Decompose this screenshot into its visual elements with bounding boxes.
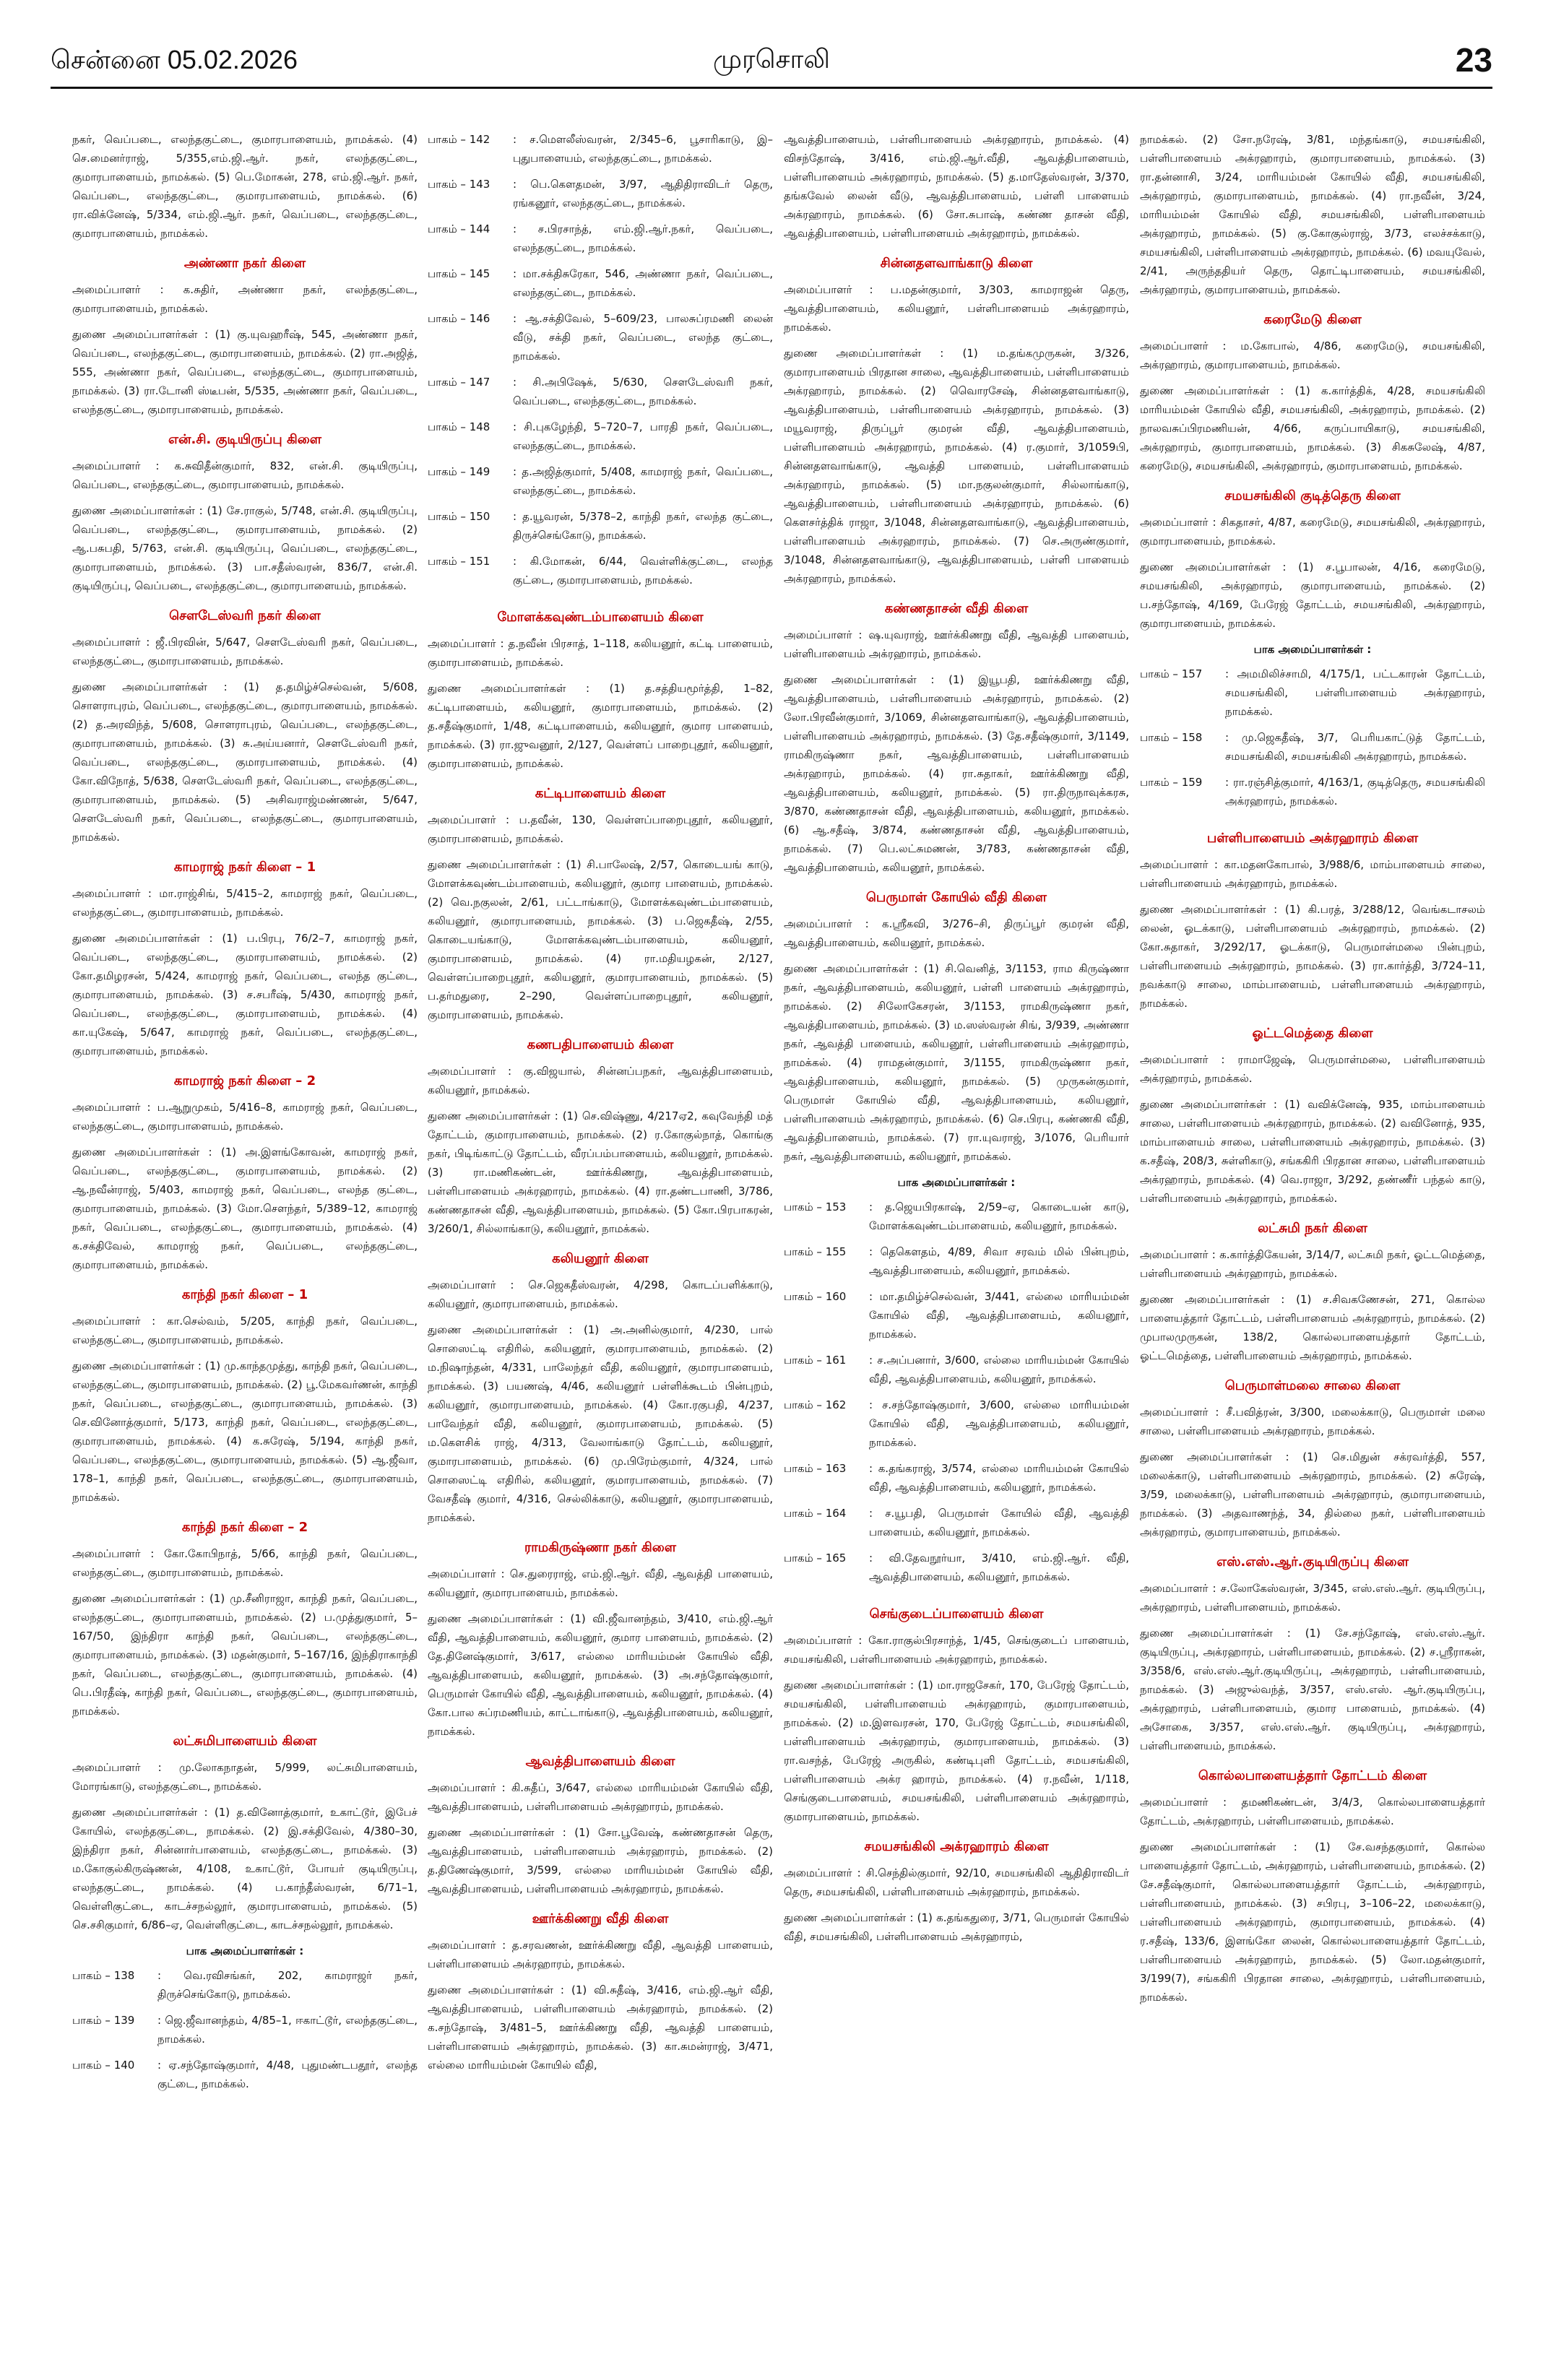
table-row xyxy=(428,220,773,264)
table-row xyxy=(784,1351,1129,1395)
branch-heading: காந்தி நகர் கிளை – 2 xyxy=(181,1520,308,1535)
part-organizer: : ரா.ரஞ்சித்குமார், 4/163/1, குடித்தெரு, சமயசங்கிலி அக்ரஹாரம், நாமக்கல். xyxy=(1225,776,1485,808)
part-number: பாகம் – 161 xyxy=(784,1354,847,1367)
organizer: அமைப்பாளர் : தமணிகண்டன், 3/4/3, கொல்லபாளையத்தார் தோட்டம், அக்ரஹாரம், பள்ளிபாளையம், நாமக்கல். xyxy=(1140,1796,1485,1827)
part-number: பாகம் – 140 xyxy=(72,2059,135,2072)
part-number: பாகம் – 139 xyxy=(72,2014,135,2027)
part-number: பாகம் – 157 xyxy=(1140,667,1203,680)
deputy-organizers: துணை அமைப்பாளர்கள் : (1) சே.சந்தோஷ், எஸ்.எஸ்.ஆர். குடியிருப்பு, அக்ரஹாரம், பள்ளிபாளையம், நாமக்கல். (2) ச.ஸ்ரீராகன், 3/358/6, எஸ்.எஸ்.ஆர்.குடியிருப்பு, அக்ரஹாரம், பள்ளிபாளையம், நாமக்கல். (3) அஜுல்வந்த், 3/357, எஸ்.எஸ். ஆர்.குடியிருப்பு, அக்ரஹாரம், பள்ளிபாளையம், குமார பாளையம், நாமக்கல். (4) அசோகை, 3/357, எஸ்.எஸ்.ஆர். குடியிருப்பு, அக்ரஹாரம், பள்ளிபாளையம், நாமக்கல். xyxy=(1140,1627,1485,1752)
part-organizer: : த.ஜெயபிரகாஷ், 2/59–ஏ, கொடையன் காடு, மோளக்கவுண்டம்பாளையம், கலியனூர், நாமக்கல். xyxy=(869,1200,1129,1232)
part-number: பாகம் – 143 xyxy=(428,178,490,191)
organizer: அமைப்பாளர் : சிகதாசர், 4/87, கரைமேடு, சமயசங்கிலி, அக்ரஹாரம், குமாரபாளையம், நாமக்கல். xyxy=(1140,516,1485,548)
part-number: பாகம் – 158 xyxy=(1140,731,1203,744)
deputy-organizers: துணை அமைப்பாளர்கள் : (1) த.சத்தியமூர்த்தி, 1–82, கட்டிபாளையம், கலியனூர், குமாரபாளையம், நாமக்கல். (2) த.சதீஷ்குமார், 1/48, கட்டிபாளையம், கலியனூர், குமார பாளையம், நாமக்கல். (3) ரா.ஜுவனூர், 2/127, வெள்ளப் பாறைபுதூர், கலியனூர், குமாரபாளையம், நாமக்கல். xyxy=(428,682,773,770)
part-number: பாகம் – 147 xyxy=(428,376,490,389)
part-organizers-table xyxy=(72,1966,418,2100)
deputy-organizers: துணை அமைப்பாளர்கள் : (1) சி.பாலேஷ், 2/57, கொடையங் காடு, மோளக்கவுண்டம்பாளையம், கலியனூர், குமார பாளையம், நாமக்கல். (2) வெ.நகுலன், 2/61, பட்டாங்காடு, மோளக்கவுண்டம்பாளையம், கலியனூர், குமாரபாளையம், நாமக்கல். (3) ப.ஜெகதீஷ், 2/55, கொடையங்காடு, மோளக்கவுண்டம்பாளையம், கலியனூர், குமாரபாளையம், நாமக்கல். (4) ரா.மதியழகன், 2/127, வெள்ளப்பாறைபுதூர், கலியனூர், குமாரபாளையம், நாமக்கல். (5) ப.தர்மதுரை, 2–290, வெள்ளப்பாறைபுதூர், கலியனூர், குமாரபாளையம், நாமக்கல். xyxy=(428,858,773,1021)
branch-heading: சமயசங்கிலி அக்ரஹாரம் கிளை xyxy=(864,1839,1049,1854)
branch-heading: கரைமேடு கிளை xyxy=(1263,312,1362,327)
part-organizer: : மா.சக்திசுரேகா, 546, அண்ணா நகர், வெப்படை, எலந்தகுட்டை, நாமக்கல். xyxy=(513,267,773,299)
part-number: பாகம் – 153 xyxy=(784,1200,847,1213)
part-number: பாகம் – 149 xyxy=(428,465,490,478)
table-row xyxy=(1140,773,1485,818)
part-organizers-table xyxy=(784,1198,1129,1593)
table-row xyxy=(784,1549,1129,1593)
deputy-organizers: துணை அமைப்பாளர்கள் : (1) செ.மிதுன் சக்ரவர்த்தி, 557, மலைக்காடு, பள்ளிபாளையம் அக்ரஹாரம், நாமக்கல். (2) சுரேஷ், 3/59, மலைக்காடு, பள்ளிபாளையம் அக்ரஹாரம், குமாரபாளையம், நாமக்கல். (3) அதவாணந்த், 34, தில்லை நகர், பள்ளிபாளையம் அக்ரஹாரம், குமாரபாளையம், நாமக்கல். xyxy=(1140,1450,1485,1539)
organizer: அமைப்பாளர் : ப.மதன்குமார், 3/303, காமராஜன் தெரு, ஆவத்திபாளையம், கலியனூர், பள்ளிபாளையம் அக்ரஹாரம், நாமக்கல். xyxy=(784,283,1129,334)
continued-text: நகர், வெப்படை, எலந்தகுட்டை, குமாரபாளையம், நாமக்கல். (4) செ.மைனர்ராஜ், 5/355,எம்.ஜி.ஆர். நகர், எலந்தகுட்டை, குமாரபாளையம், நாமக்கல். (5) பெ.மோகன், 278, எம்.ஜி.ஆர். நகர், வெப்படை, எலந்தகுட்டை, குமாரபாளையம், நாமக்கல். (6) ரா.விக்னேஷ், 5/334, எம்.ஜி.ஆர். நகர், வெப்படை, எலந்தகுட்டை, குமாரபாளையம், நாமக்கல். xyxy=(72,133,418,240)
header-rule xyxy=(51,87,1492,89)
organizer: அமைப்பாளர் : கா.மதனகோபால், 3/988/6, மாம்பாளையம் சாலை, பள்ளிபாளையம் அக்ரஹாரம், நாமக்கல். xyxy=(1140,858,1485,890)
part-organizers-heading: பாக அமைப்பாளர்கள் : xyxy=(1253,643,1372,656)
table-row xyxy=(428,552,773,597)
branch-heading: கலியனூர் கிளை xyxy=(552,1251,649,1266)
branch-heading: என்.சி. குடியிருப்பு கிளை xyxy=(168,432,321,447)
table-row xyxy=(428,130,773,175)
branch-heading: லட்சுமி நகர் கிளை xyxy=(1258,1221,1367,1236)
organizer: அமைப்பாளர் : ம.கோபால், 4/86, கரைமேடு, சமயசங்கிலி, அக்ரஹாரம், குமாரபாளையம், நாமக்கல். xyxy=(1140,339,1485,371)
part-number: பாகம் – 155 xyxy=(784,1245,847,1258)
part-number: பாகம் – 163 xyxy=(784,1462,847,1475)
organizer: அமைப்பாளர் : கி.சுதீப், 3/647, எல்லை மாரியம்மன் கோயில் வீதி, ஆவத்திபாளையம், பள்ளிபாளையம் அக்ரஹாரம், நாமக்கல். xyxy=(428,1781,773,1813)
branch-heading: ராமகிருஷ்ணா நகர் கிளை xyxy=(524,1540,677,1555)
table-row xyxy=(784,1504,1129,1549)
branch-heading: ஆவத்திபாளையம் கிளை xyxy=(525,1754,675,1769)
deputy-organizers: துணை அமைப்பாளர்கள் : (1) அ.அனில்குமார், 4/230, பால் சொஸைட்டி எதிரில், கலியனூர், குமாரபாளையம், நாமக்கல். (2) ம.நிஷாந்தன், 4/331, பாலேந்தர் வீதி, கலியனூர், குமாரபாளையம், நாமக்கல். (3) பயணஷ், 4/46, கலியனூர் பள்ளிக்கூடம் பின்புறம், கலியனூர், குமாரபாளையம், நாமக்கல். (4) கோ.ரகுபதி, 4/237, பாவேந்தர் வீதி, கலியனூர், குமாரபாளையம், நாமக்கல். (5) ம.கௌசிக் ராஜ், 4/313, வேலாங்காடு தோட்டம், கலியனூர், குமாரபாளையம், நாமக்கல். (6) மு.பிரேம்குமார், 4/324, பால் சொஸைட்டி எதிரில், கலியனூர், குமாரபாளையம், நாமக்கல். (7) வேசதீஷ் குமார், 4/316, செல்லிக்காடு, கலியனூர், குமாரபாளையம், நாமக்கல். xyxy=(428,1323,773,1524)
column-3 xyxy=(784,130,1129,1953)
deputy-organizers: துணை அமைப்பாளர்கள் : (1) இயூபதி, ஊர்க்கிணறு வீதி, ஆவத்திபாளையம், பள்ளிபாளையம் அக்ரஹாரம், நாமக்கல். (2) லோ.பிரவீன்குமார், 3/1069, சின்னதளவாங்காடு, ஆவத்திபாளையம், பள்ளிபாளையம் அக்ரஹாரம், நாமக்கல். (3) தே.சதீஷ்குமார், 3/1149, ராமகிருஷ்ணா நகர், ஆவத்திபாளையம், பள்ளிபாளையம் அக்ரஹாரம், நாமக்கல். (4) ரா.சுதாகர், ஊர்க்கிணறு வீதி, ஆவத்திபாளையம், கலியனூர், நாமக்கல். (5) ரா.திருநாவுக்கரசு, 3/870, கண்ணதாசன் வீதி, ஆவத்திபாளையம், கலியனூர், நாமக்கல். (6) ஆ.சதீஷ், 3/874, கண்ணதாசன் வீதி, ஆவத்திபாளையம், நாமக்கல். (7) பெ.லட்சுமணன், 3/783, கண்ணதாசன் வீதி, ஆவத்திபாளையம், கலியனூர், நாமக்கல். xyxy=(784,673,1129,874)
organizer: அமைப்பாளர் : ஷ.யுவராஜ், ஊர்க்கிணறு வீதி, ஆவத்தி பாளையம், பள்ளிபாளையம் அக்ரஹாரம், நாமக்கல். xyxy=(784,628,1129,660)
organizer: அமைப்பாளர் : சி.செந்தில்குமார், 92/10, சமயசங்கிலி ஆதிதிராவிடர் தெரு, சமயசங்கிலி, பள்ளிபாளையம் அக்ரஹாரம், நாமக்கல். xyxy=(784,1866,1129,1898)
deputy-organizers: துணை அமைப்பாளர்கள் : (1) சே.ராகுல், 5/748, என்.சி. குடியிருப்பு, வெப்படை, எலந்தகுட்டை, குமாரபாளையம், நாமக்கல். (2) ஆ.பசுபதி, 5/763, என்.சி. குடியிருப்பு, வெப்படை, எலந்தகுட்டை, குமாரபாளையம், நாமக்கல். (3) பா.சதீஸ்வரன், 836/7, என்.சி. குடியிருப்பு, வெப்படை, எலந்தகுட்டை, குமாரபாளையம், நாமக்கல். xyxy=(72,504,418,592)
deputy-organizers: துணை அமைப்பாளர்கள் : (1) க.தங்கதுரை, 3/71, பெருமாள் கோயில் வீதி, சமயசங்கிலி, பள்ளிபாளையம் அக்ரஹாரம், xyxy=(784,1911,1129,1943)
continued-text: நாமக்கல். (2) சோ.நரேஷ், 3/81, மந்தங்காடு, சமயசங்கிலி, பள்ளிபாளையம் அக்ரஹாரம், குமாரபாளையம், நாமக்கல். (3) ரா.தன்னாசி, 3/24, மாரியம்மன் கோயில் வீதி, சமயசங்கிலி, அக்ரஹாரம், குமாரபாளையம், நாமக்கல். (4) ரா.நவீன், 3/24, மாரியம்மன் கோயில் வீதி, சமயசங்கிலி, பள்ளிபாளையம் அக்ரஹாரம், நாமக்கல். (5) கு.கோகுல்ராஜ், 3/73, எலச்சக்காடு, சமயசங்கிலி, பள்ளிபாளையம் அக்ரஹாரம், நாமக்கல். (6) மவயுவேல், 2/41, அருந்ததியர் தெரு, தொட்டிபாளையம், சமயசங்கிலி, அக்ரஹாரம், குமாரபாளையம், நாமக்கல். xyxy=(1140,133,1485,296)
deputy-organizers: துணை அமைப்பாளர்கள் : (1) வி.ஜீவானந்தம், 3/410, எம்.ஜி.ஆர் வீதி, ஆவத்திபாளையம், கலியனூர், குமார பாளையம், நாமக்கல். (2) தே.தினேஷ்குமார், 3/617, எல்லை மாரியம்மன் கோயில் வீதி, ஆவத்திபாளையம், கலியனூர், நாமக்கல். (3) அ.சந்தோஷ்குமார், பெருமாள் கோயில் வீதி, ஆவத்திபாளையம், கலியனூர், நாமக்கல். (4) கோ.பால சுப்ரமணியம், காட்டாங்காடு, ஆவத்திபாளையம், கலியனூர், நாமக்கல். xyxy=(428,1612,773,1738)
organizer: அமைப்பாளர் : ப.தவீன், 130, வெள்ளப்பாறைபுதூர், கலியனூர், குமாரபாளையம், நாமக்கல். xyxy=(428,813,773,845)
organizer: அமைப்பாளர் : கு.விஜயால், சின்னப்பநகர், ஆவத்திபாளையம், கலியனூர், நாமக்கல். xyxy=(428,1065,773,1096)
part-organizer: : ஏ.சந்தோஷ்குமார், 4/48, புதுமண்டபதூர், எலந்த குட்டை, நாமக்கல். xyxy=(157,2059,418,2090)
part-organizer: : ச.சந்தோஷ்குமார், 3/600, எல்லை மாரியம்மன் கோயில் வீதி, ஆவத்திபாளையம், கலியனூர், நாமக்கல். xyxy=(869,1398,1129,1449)
branch-heading: எஸ்.எஸ்.ஆர்.குடியிருப்பு கிளை xyxy=(1216,1554,1409,1570)
deputy-organizers: துணை அமைப்பாளர்கள் : (1) செ.விஷ்ணு, 4/217ஏ2, கவுவேந்தி மத் தோட்டம், குமாரபாளையம், நாமக்கல். (2) ர.கோகுல்நாத், கொங்கு நகர், பிடிங்காட்டு தோட்டம், வீரப்பம்பாளையம், கலியனூர், நாமக்கல். (3) ரா.மணிகண்டன், ஊர்க்கிணறு, ஆவத்திபாளையம், பள்ளிபாளையம் அக்ரஹாரம், நாமக்கல். (4) ரா.தண்டபாணி, 3/786, கண்ணதாசன் வீதி, ஆவத்திபாளையம், நாமக்கல். (5) கோ.பிரபாகரன், 3/260/1, சில்லாங்காடு, கலியனூர், நாமக்கல். xyxy=(428,1109,773,1235)
organizer: அமைப்பாளர் : செ.ஜெகதீஸ்வரன், 4/298, கொடப்பளிக்காடு, கலியனூர், குமாரபாளையம், நாமக்கல். xyxy=(428,1278,773,1310)
deputy-organizers: துணை அமைப்பாளர்கள் : (1) அ.இளங்கோவன், காமராஜ் நகர், வெப்படை, எலந்தகுட்டை, குமாரபாளையம், நாமக்கல். (2) ஆ.நவீன்ராஜ், 5/403, காமராஜ் நகர், வெப்படை, எலந்த குட்டை, குமாரபாளையம், நாமக்கல். (3) மோ.செளந்தர், 5/389–12, காமராஜ் நகர், வெப்படை, எலந்தகுட்டை, குமாரபாளையம், நாமக்கல். (4) க.சக்திவேல், காமராஜ் நகர், வெப்படை, எலந்தகுட்டை, குமாரபாளையம், நாமக்கல். xyxy=(72,1146,418,1271)
part-organizer: : த.அஜித்குமார், 5/408, காமராஜ் நகர், வெப்படை, எலந்தகுட்டை, நாமக்கல். xyxy=(513,465,773,497)
deputy-organizers: துணை அமைப்பாளர்கள் : (1) த.தமிழ்ச்செல்வன், 5/608, சொளராபுரம், வெப்படை, எலந்தகுட்டை, குமாரபாளையம், நாமக்கல். (2) த.அரவிந்த், 5/608, சொளராபுரம், வெப்படை, எலந்தகுட்டை, குமாரபாளையம், நாமக்கல். (3) சு.அய்யனார், செளடேஸ்வரி நகர், வெப்படை, எலந்தகுட்டை, குமாரபாளையம், நாமக்கல். (4) கோ.விநோத், 5/638, செளடேஸ்வரி நகர், வெப்படை, எலந்தகுட்டை, குமாரபாளையம், நாமக்கல். (5) அசிவராஜ்மண்ணன், 5/647, செளடேஸ்வரி நகர், வெப்படை, எலந்தகுட்டை, குமாரபாளையம், நாமக்கல். xyxy=(72,680,418,844)
deputy-organizers: துணை அமைப்பாளர்கள் : (1) கு.யுவஹரீஷ், 545, அண்ணா நகர், வெப்படை, எலந்தகுட்டை, குமாரபாளையம், நாமக்கல். (2) ரா.அஜித், 555, அண்ணா நகர், வெப்படை, எலந்தகுட்டை, குமாரபாளையம், நாமக்கல். (3) ரா.டோனி ஸ்டீபன், 5/535, அண்ணா நகர், வெப்படை, எலந்தகுட்டை, குமாரபாளையம், நாமக்கல். xyxy=(72,328,418,416)
deputy-organizers: துணை அமைப்பாளர்கள் : (1) ம.தங்கமுருகன், 3/326, குமாரபாளையம் பிரதான சாலை, ஆவத்திபாளையம், பள்ளிபாளையம் அக்ரஹாரம், நாமக்கல். (2) வெொரசேஷ், சின்னதளவாங்காடு, ஆவத்திபாளையம், பள்ளிபாளையம் அக்ரஹாரம், நாமக்கல். (3) மயூவராஜ், திருப்பூர் குமரன் வீதி, ஆவத்திபாளையம், பள்ளிபாளையம் அக்ரஹாரம், நாமக்கல். (4) ர.குமார், 3/1059பி, சின்னதளவாங்காடு, ஆவத்தி பாளையம், பள்ளிபாளையம் அக்ரஹாரம், நாமக்கல். (5) மா.நகுலன்குமார், சில்லாங்காடு, ஆவத்திபாளையம், பள்ளிபாளையம் அக்ரஹாரம், நாமக்கல். (6) கௌசர்த்திக் ராஜா, 3/1048, சின்னதளவாங்காடு, ஆவத்திபாளையம், பள்ளிபாளையம் அக்ரஹாரம், நாமக்கல். (7) செ.அருண்குமார், 3/1048, சின்னதளவாங்காடு, ஆவத்திபாளையம், பள்ளி பாளையம் அக்ரஹாரம், நாமக்கல். xyxy=(784,347,1129,585)
table-row xyxy=(428,462,773,507)
table-row xyxy=(784,1242,1129,1287)
part-number: பாகம் – 138 xyxy=(72,1969,135,1982)
branch-heading: லட்சுமிபாளையம் கிளை xyxy=(173,1734,317,1749)
table-row xyxy=(72,2056,418,2100)
organizer: அமைப்பாளர் : சீ.பவித்ரன், 3/300, மலைக்காடு, பெருமாள் மலை சாலை, பள்ளிபாளையம் அக்ரஹாரம், நாமக்கல். xyxy=(1140,1406,1485,1437)
part-organizer: : சி.புகழேந்தி, 5–720–7, பாரதி நகர், வெப்படை, எலந்தகுட்டை, நாமக்கல். xyxy=(513,420,773,452)
part-organizer: : ச.மெளலீஸ்வரன், 2/345–6, பூசாரிகாடு, இ–புதுபாளையம், எலந்தகுட்டை, நாமக்கல். xyxy=(513,133,773,165)
deputy-organizers: துணை அமைப்பாளர்கள் : (1) க.கார்த்திக், 4/28, சமயசங்கிலி மாரியம்மன் கோயில் வீதி, சமயசங்கிலி, அக்ரஹாரம், நாமக்கல். (2) நாலவசுப்பிரமணியன், 4/66, கருப்பாயிகாடு, சமயசங்கிலி, அக்ரஹாரம், குமாரபாளையம், நாமக்கல். (3) சிகசுலேஷ், 4/87, கரைமேடு, சமயசங்கிலி, அக்ரஹாரம், குமாரபாளையம், நாமக்கல். xyxy=(1140,384,1485,472)
branch-heading: பள்ளிபாளையம் அக்ரஹாரம் கிளை xyxy=(1206,831,1419,846)
part-organizer: : தெகௌதம், 4/89, சிவா சரவம் மில் பின்புறம், ஆவத்திபாளையம், கலியனூர், நாமக்கல். xyxy=(869,1245,1129,1277)
deputy-organizers: துணை அமைப்பாளர்கள் : (1) த.வினோத்குமார், உகாட்டூர், இபேச் கோயில், எலந்தகுட்டை, நாமக்கல். (2) இ.சக்திவேல், 4/380–30, இந்திரா நகர், சின்னார்பாளையம், எலந்தகுட்டை, நாமக்கல். (3) ம.கோகுல்கிருஷ்ணன், 4/108, உகாட்டூர், போயர் குடியிருப்பு, எலந்தகுட்டை, நாமக்கல். (4) ப.காந்தீஸ்வரன், 6/71–1, வெள்ளிகுட்டை, காடச்சநல்லூர், குமாரபாளையம், நாமக்கல். (5) செ.சசிகுமார், 6/86–ஏ, வெள்ளிகுட்டை, காடச்சநல்லூர், நாமக்கல். xyxy=(72,1806,418,1931)
part-organizer: : ஜெ.ஜீவானந்தம், 4/85–1, ஈகாட்டூர், எலந்தகுட்டை, நாமக்கல். xyxy=(157,2014,418,2046)
branch-heading: அண்ணா நகர் கிளை xyxy=(183,256,306,271)
table-row xyxy=(1140,728,1485,773)
table-row xyxy=(784,1287,1129,1351)
organizer: அமைப்பாளர் : ப.ஆறுமுகம், 5/416–8, காமராஜ் நகர், வெப்படை, எலந்தகுட்டை, குமாரபாளையம், நாமக்கல். xyxy=(72,1101,418,1133)
part-number: பாகம் – 162 xyxy=(784,1398,847,1411)
organizer: அமைப்பாளர் : ச.லோகேஸ்வரன், 3/345, எஸ்.எஸ்.ஆர். குடியிருப்பு, அக்ரஹாரம், பள்ளிபாளையம், நாமக்கல். xyxy=(1140,1582,1485,1614)
part-organizer: : க.தங்கராஜ், 3/574, எல்லை மாரியம்மன் கோயில் வீதி, ஆவத்திபாளையம், கலியனூர், நாமக்கல். xyxy=(869,1462,1129,1494)
table-row xyxy=(72,2011,418,2056)
branch-heading: சின்னதளவாங்காடு கிளை xyxy=(880,256,1033,271)
page-number: 23 xyxy=(1455,41,1492,79)
branch-heading: பெருமாள்மலை சாலை கிளை xyxy=(1224,1378,1401,1393)
organizer: அமைப்பாளர் : கோ.கோபிநாத், 5/66, காந்தி நகர், வெப்படை, எலந்தகுட்டை, குமாரபாளையம், நாமக்கல். xyxy=(72,1547,418,1579)
organizer: அமைப்பாளர் : த.சரவணன், ஊர்க்கிணறு வீதி, ஆவத்தி பாளையம், பள்ளிபாளையம் அக்ரஹாரம், நாமக்கல். xyxy=(428,1939,773,1970)
edition-date: சென்னை 05.02.2026 xyxy=(51,45,298,74)
part-number: பாகம் – 160 xyxy=(784,1290,847,1303)
part-organizer: : கி.மோகன், 6/44, வெள்ளிக்குட்டை, எலந்த குட்டை, குமாரபாளையம், நாமக்கல். xyxy=(513,555,773,587)
column-4 xyxy=(1140,130,1485,2014)
part-organizer: : வெ.ரவிசங்கர், 202, காமராஜர் நகர், திருச்செங்கோடு, நாமக்கல். xyxy=(157,1969,418,2001)
organizer: அமைப்பாளர் : கா.செல்வம், 5/205, காந்தி நகர், வெப்படை, எலந்தகுட்டை, குமாரபாளையம், நாமக்கல். xyxy=(72,1315,418,1346)
table-row xyxy=(784,1198,1129,1242)
table-row xyxy=(428,309,773,373)
deputy-organizers: துணை அமைப்பாளர்கள் : (1) மு.சீனிராஜா, காந்தி நகர், வெப்படை, எலந்தகுட்டை, குமாரபாளையம், நாமக்கல். (2) ப.முத்துகுமார், 5–167/50, இந்திரா காந்தி நகர், வெப்படை, எலந்தகுட்டை, குமாரபாளையம், நாமக்கல். (3) மதன்குமார், 5–167/16, இந்திராகாந்தி நகர், வெப்படை, எலந்தகுட்டை, குமாரபாளையம், நாமக்கல். (4) பெ.பிரதீஷ், காந்தி நகர், வெப்படை, எலந்தகுட்டை, குமாரபாளையம், நாமக்கல். xyxy=(72,1592,418,1718)
column-2 xyxy=(428,130,773,2082)
branch-heading: காமராஜ் நகர் கிளை – 1 xyxy=(173,860,316,875)
deputy-organizers: துணை அமைப்பாளர்கள் : (1) ச.சிவகணேசன், 271, கொல்ல பாளையத்தார் தோட்டம், பள்ளிபாளையம் அக்ரஹாரம், நாமக்கல். (2) முபாலமுருகன், 138/2, கொல்லபாளையத்தார் தோட்டம், ஓட்டமெத்தை, பள்ளிபாளையம் அக்ரஹாரம், நாமக்கல். xyxy=(1140,1293,1485,1362)
branch-heading: கண்ணதாசன் வீதி கிளை xyxy=(884,601,1029,616)
branch-heading: செளடேஸ்வரி நகர் கிளை xyxy=(169,608,321,623)
deputy-organizers: துணை அமைப்பாளர்கள் : (1) சே.வசந்தகுமார், கொல்ல பாளையத்தார் தோட்டம், அக்ரஹாரம், பள்ளிபாளையம், நாமக்கல். (2) சே.சதீஷ்குமார், கொல்லபாளையத்தார் தோட்டம், அக்ரஹாரம், பள்ளிபாளையம், நாமக்கல். (3) சபிரபு, 3–106–22, மலைக்காடு, பள்ளிபாளையம் அக்ரஹாரம், குமாரபாளையம், நாமக்கல். (4) ர.சதீஷ், 133/6, இளங்கோ லைன், கொல்லபாளையத்தார் தோட்டம், பள்ளிபாளையம் அக்ரஹாரம், நாமக்கல். (5) லோ.மதன்குமார், 3/199(7), சங்ககிரி பிரதான சாலை, அக்ரஹாரம், பள்ளிபாளையம், நாமக்கல். xyxy=(1140,1840,1485,2004)
part-number: பாகம் – 148 xyxy=(428,420,490,433)
part-organizer: : வி.தேவநூர்யா, 3/410, எம்.ஜி.ஆர். வீதி, ஆவத்திபாளையம், கலியனூர், நாமக்கல். xyxy=(869,1552,1129,1583)
part-number: பாகம் – 159 xyxy=(1140,776,1203,789)
continued-text: ஆவத்திபாளையம், பள்ளிபாளையம் அக்ரஹாரம், நாமக்கல். (4) விசந்தோஷ், 3/416, எம்.ஜி.ஆர்.வீதி, ஆவத்திபாளையம், பள்ளிபாளையம் அக்ரஹாரம், நாமக்கல். (5) த.மாதேஸ்வரன், 3/370, தங்கவேல் லைன் வீடு, ஆவத்திபாளையம், பள்ளி பாளையம் அக்ரஹாரம், நாமக்கல். (6) சோ.சுபாஷ், கண்ண தாசன் வீதி, ஆவத்திபாளையம், பள்ளிபாளையம் அக்ரஹாரம், நாமக்கல். xyxy=(784,133,1129,240)
part-organizer: : ஆ.சக்திவேல், 5–609/23, பாலசுப்ரமணி லைன் வீடு, சக்தி நகர், வெப்படை, எலந்த குட்டை, நாமக்கல். xyxy=(513,312,773,363)
part-organizers-table xyxy=(1140,665,1485,818)
organizer: அமைப்பாளர் : கோ.ராகுல்பிரசாந்த், 1/45, செங்குடைப் பாளையம், சமயசங்கிலி, பள்ளிபாளையம் அக்ரஹாரம், நாமக்கல். xyxy=(784,1634,1129,1666)
organizer: அமைப்பாளர் : க.கார்த்திகேயன், 3/14/7, லட்சுமி நகர், ஓட்டமெத்தை, பள்ளிபாளையம் அக்ரஹாரம், நாமக்கல். xyxy=(1140,1248,1485,1280)
deputy-organizers: துணை அமைப்பாளர்கள் : (1) மா.ராஜசேகர், 170, பேரேஜ் தோட்டம், சமயசங்கிலி, பள்ளிபாளையம் அக்ரஹாரம், குமாரபாளையம், நாமக்கல். (2) ம.இளவரசன், 170, பேரேஜ் தோட்டம், சமயசங்கிலி, பள்ளிபாளையம் அக்ரஹாரம், குமாரபாளையம், நாமக்கல். (3) ரா.வசந்த், பேரேஜ் அருகில், கண்டிபுளி தோட்டம், சமயசங்கிலி, பள்ளிபாளையம் அக்ர ஹாரம், நாமக்கல். (4) ர.நவீன், 1/118, செங்குடைபாளையம், சமயசங்கிலி, பள்ளிபாளையம் அக்ரஹாரம், குமாரபாளையம், நாமக்கல். xyxy=(784,1679,1129,1823)
branch-heading: ஊர்க்கிணறு வீதி கிளை xyxy=(532,1911,669,1926)
branch-heading: பெருமாள் கோயில் வீதி கிளை xyxy=(865,890,1047,905)
part-number: பாகம் – 144 xyxy=(428,222,490,235)
part-number: பாகம் – 150 xyxy=(428,510,490,523)
table-row xyxy=(428,417,773,462)
branch-heading: காந்தி நகர் கிளை – 1 xyxy=(181,1287,308,1302)
deputy-organizers: துணை அமைப்பாளர்கள் : (1) ச.பூபாலன், 4/16, கரைமேடு, சமயசங்கிலி, அக்ரஹாரம், குமாரபாளையம், நாமக்கல். (2) ப.சந்தோஷ், 4/169, பேரேஜ் தோட்டம், சமயசங்கிலி, அக்ரஹாரம், குமாரபாளையம், நாமக்கல். xyxy=(1140,561,1485,630)
organizer: அமைப்பாளர் : ஜீ.பிரவின், 5/647, செளடேஸ்வரி நகர், வெப்படை, எலந்தகுட்டை, குமாரபாளையம், நாமக்கல். xyxy=(72,636,418,667)
part-organizer: : அமமிலிச்சாமி, 4/175/1, பட்டகாரன் தோட்டம், சமயசங்கிலி, பள்ளிபாளையம் அக்ரஹாரம், நாமக்கல். xyxy=(1225,667,1485,718)
table-row xyxy=(72,1966,418,2011)
branch-heading: மோளக்கவுண்டம்பாளையம் கிளை xyxy=(497,610,704,625)
part-organizer: : ச.யூபதி, பெருமாள் கோயில் வீதி, ஆவத்தி பாளையம், கலியனூர், நாமக்கல். xyxy=(869,1507,1129,1539)
branch-heading: காமராஜ் நகர் கிளை – 2 xyxy=(173,1073,316,1089)
part-number: பாகம் – 164 xyxy=(784,1507,847,1520)
column-1 xyxy=(72,130,418,2100)
branch-heading: கட்டிபாளையம் கிளை xyxy=(535,786,666,801)
part-number: பாகம் – 145 xyxy=(428,267,490,280)
branch-heading: சமயசங்கிலி குடித்தெரு கிளை xyxy=(1224,488,1401,503)
deputy-organizers: துணை அமைப்பாளர்கள் : (1) கி.பரத், 3/288/12, வெங்கடாசலம் லைன், ஓடக்காடு, பள்ளிபாளையம் அக்ரஹாரம், நாமக்கல். (2) கோ.சுதாகர், 3/292/17, ஓடக்காடு, பெருமாள்மலை பின்புறம், பள்ளிபாளையம் அக்ரஹாரம், நாமக்கல். (3) ரா.கார்த்தி, 3/724–11, நவக்காடு சாலை, மாம்பாளையம், பள்ளிபாளையம் அக்ரஹாரம், நாமக்கல். xyxy=(1140,903,1485,1010)
organizer: அமைப்பாளர் : மு.லோகநாதன், 5/999, லட்சுமிபாளையம், மோரங்காடு, எலந்தகுட்டை, நாமக்கல். xyxy=(72,1761,418,1793)
deputy-organizers: துணை அமைப்பாளர்கள் : (1) ப.பிரபு, 76/2–7, காமராஜ் நகர், வெப்படை, எலந்தகுட்டை, குமாரபாளையம், நாமக்கல். (2) கோ.தமிழரசன், 5/424, காமராஜ் நகர், வெப்படை, எலந்த குட்டை, குமாரபாளையம், நாமக்கல். (3) ச.சபரீஷ், 5/430, காமராஜ் நகர், வெப்படை, எலந்தகுட்டை, குமாரபாளையம், நாமக்கல். (4) கா.யுகேஷ், 5/647, காமராஜ் நகர், வெப்படை, எலந்தகுட்டை, குமாரபாளையம், நாமக்கல். xyxy=(72,932,418,1057)
organizer: அமைப்பாளர் : மா.ராஜ்சிங், 5/415–2, காமராஜ் நகர், வெப்படை, எலந்தகுட்டை, குமாரபாளையம், நாமக்கல். xyxy=(72,887,418,919)
organizer: அமைப்பாளர் : க.ஸ்ரீகவி, 3/276–சி, திருப்பூர் குமரன் வீதி, ஆவத்திபாளையம், கலியனூர், நாமக்கல். xyxy=(784,917,1129,949)
table-row xyxy=(428,175,773,220)
part-number: பாகம் – 151 xyxy=(428,555,490,568)
branch-heading: கொல்லபாளையத்தார் தோட்டம் கிளை xyxy=(1198,1768,1427,1783)
branch-heading: கணபதிபாளையம் கிளை xyxy=(527,1037,674,1052)
part-organizer: : மு.ஜெகதீஷ், 3/7, பெரியகாட்டுத் தோட்டம், சமயசங்கிலி, சமயசங்கிலி அக்ரஹாரம், நாமக்கல். xyxy=(1225,731,1485,763)
branch-heading: செங்குடைப்பாளையம் கிளை xyxy=(869,1606,1044,1622)
newspaper-title: முரசொலி xyxy=(713,45,830,74)
table-row xyxy=(428,264,773,309)
part-organizer: : ச.பிரசாந்த், எம்.ஜி.ஆர்.நகர், வெப்படை, எலந்தகுட்டை, நாமக்கல். xyxy=(513,222,773,254)
part-number: பாகம் – 165 xyxy=(784,1552,847,1565)
table-row xyxy=(784,1459,1129,1504)
table-row xyxy=(1140,665,1485,728)
deputy-organizers: துணை அமைப்பாளர்கள் : (1) வி.சுதீஷ், 3/416, எம்.ஜி.ஆர் வீதி, ஆவத்திபாளையம், பள்ளிபாளையம் அக்ரஹாரம், நாமக்கல். (2) க.சந்தோஷ், 3/481–5, ஊர்க்கிணறு வீதி, ஆவத்தி பாளையம், பள்ளிபாளையம் அக்ரஹாரம், நாமக்கல். (3) கா.சுமன்ராஜ், 3/471, எல்லை மாரியம்மன் கோயில் வீதி, xyxy=(428,1983,773,2072)
deputy-organizers: துணை அமைப்பாளர்கள் : (1) வவிக்னேஷ், 935, மாம்பாளையம் சாலை, பள்ளிபாளையம் அக்ரஹாரம், நாமக்கல். (2) வவினோத், 935, மாம்பாளையம் சாலை, பள்ளிபாளையம் அக்ரஹாரம், நாமக்கல். (3) க.சதீஷ், 208/3, சுள்ளிகாடு, சங்ககிரி பிரதான சாலை, பள்ளிபாளையம் அக்ரஹாரம், நாமக்கல். (4) வெ.ராஜா, 3/292, தண்ணீர் பந்தல் காடு, பள்ளிபாளையம் அக்ரஹாரம், நாமக்கல். xyxy=(1140,1098,1485,1205)
part-organizers-heading: பாக அமைப்பாளர்கள் : xyxy=(897,1176,1016,1189)
part-organizers-heading: பாக அமைப்பாளர்கள் : xyxy=(186,1944,304,1957)
organizer: அமைப்பாளர் : க.சுவிதீன்குமார், 832, என்.சி. குடியிருப்பு, வெப்படை, எலந்தகுட்டை, குமாரபாளையம், நாமக்கல். xyxy=(72,459,418,491)
part-organizer: : சி.அபிஷேக், 5/630, செளடேஸ்வரி நகர், வெப்படை, எலந்தகுட்டை, நாமக்கல். xyxy=(513,376,773,407)
organizer: அமைப்பாளர் : ராமாஜேஷ், பெருமாள்மலை, பள்ளிபாளையம் அக்ரஹாரம், நாமக்கல். xyxy=(1140,1053,1485,1085)
part-organizer: : மா.தமிழ்ச்செல்வன், 3/441, எல்லை மாரியம்மன் கோயில் வீதி, ஆவத்திபாளையம், கலியனூர், நாமக்கல். xyxy=(869,1290,1129,1341)
deputy-organizers: துணை அமைப்பாளர்கள் : (1) சி.வெனித், 3/1153, ராம கிருஷ்ணா நகர், ஆவத்திபாளையம், கலியனூர், பள்ளி பாளையம் அக்ரஹாரம், நாமக்கல். (2) சிலோகேசரன், 3/1153, ராமகிருஷ்ணா நகர், ஆவத்திபாளையம், நாமக்கல். (3) ம.ஸஸ்வரன் சிங், 3/939, அண்ணா நகர், ஆவத்தி பாளையம், கலியனூர், பள்ளிபாளையம் அக்ரஹாரம், நாமக்கல். (4) ராமதன்குமார், 3/1155, ராமகிருஷ்ணா நகர், ஆவத்திபாளையம், கலியனூர், நாமக்கல். (5) முருகன்குமார், பெருமாள் கோயில் வீதி, ஆவத்திபாளையம், கலியனூர், பள்ளிபாளையம் அக்ரஹாரம், நாமக்கல். (6) செ.பிரபு, கண்ணகி வீதி, ஆவத்திபாளையம், நாமக்கல். (7) ரா.யுவராஜ், 3/1076, பெரியார் நகர், ஆவத்திபாளையம், கலியனூர், நாமக்கல். xyxy=(784,962,1129,1163)
organizer: அமைப்பாளர் : த.நவீன் பிரசாத், 1–118, கலியனூர், கட்டி பாளையம், குமாரபாளையம், நாமக்கல். xyxy=(428,637,773,669)
part-number: பாகம் – 142 xyxy=(428,133,490,146)
part-organizer: : த.யூவரன், 5/378–2, காந்தி நகர், எலந்த குட்டை, திருச்செங்கோடு, நாமக்கல். xyxy=(513,510,773,542)
part-organizer: : ச.அப்பனார், 3/600, எல்லை மாரியம்மன் கோயில் வீதி, ஆவத்திபாளையம், கலியனூர், நாமக்கல். xyxy=(869,1354,1129,1385)
organizer: அமைப்பாளர் : க.சுதிர், அண்ணா நகர், எலந்தகுட்டை, குமாரபாளையம், நாமக்கல். xyxy=(72,283,418,315)
table-row xyxy=(428,507,773,552)
table-row xyxy=(428,373,773,417)
deputy-organizers: துணை அமைப்பாளர்கள் : (1) சோ.பூவேஷ், கண்ணதாசன் தெரு, ஆவத்திபாளையம், பள்ளிபாளையம் அக்ரஹாரம், நாமக்கல். (2) த.திணேஷ்குமார், 3/599, எல்லை மாரியம்மன் கோயில் வீதி, ஆவத்திபாளையம், பள்ளிபாளையம் அக்ரஹாரம், நாமக்கல். xyxy=(428,1826,773,1895)
branch-heading: ஓட்டமெத்தை கிளை xyxy=(1252,1026,1373,1041)
part-number: பாகம் – 146 xyxy=(428,312,490,325)
part-organizers-table xyxy=(428,130,773,597)
organizer: அமைப்பாளர் : செ.துரைராஜ், எம்.ஜி.ஆர். வீதி, ஆவத்தி பாளையம், கலியனூர், குமாரபாளையம், நாமக்கல். xyxy=(428,1567,773,1599)
deputy-organizers: துணை அமைப்பாளர்கள் : (1) மு.காந்தமுத்து, காந்தி நகர், வெப்படை, எலந்தகுட்டை, குமாரபாளையம், நாமக்கல். (2) பூ.மேகவர்ணன், காந்தி நகர், வெப்படை, எலந்தகுட்டை, குமாரபாளையம், நாமக்கல். (3) செ.வினோத்குமார், 5/173, காந்தி நகர், வெப்படை, எலந்தகுட்டை, குமாரபாளையம், நாமக்கல். (4) க.சுரேஷ், 5/194, காந்தி நகர், வெப்படை, எலந்தகுட்டை, குமாரபாளையம், நாமக்கல். (5) ஆ.ஜீவா, 178–1, காந்தி நகர், வெப்படை, எலந்தகுட்டை, குமாரபாளையம், நாமக்கல். xyxy=(72,1359,418,1504)
part-organizer: : பெ.கௌதமன், 3/97, ஆதிதிராவிடர் தெரு, ரங்கனூர், எலந்தகுட்டை, நாமக்கல். xyxy=(513,178,773,209)
table-row xyxy=(784,1395,1129,1459)
